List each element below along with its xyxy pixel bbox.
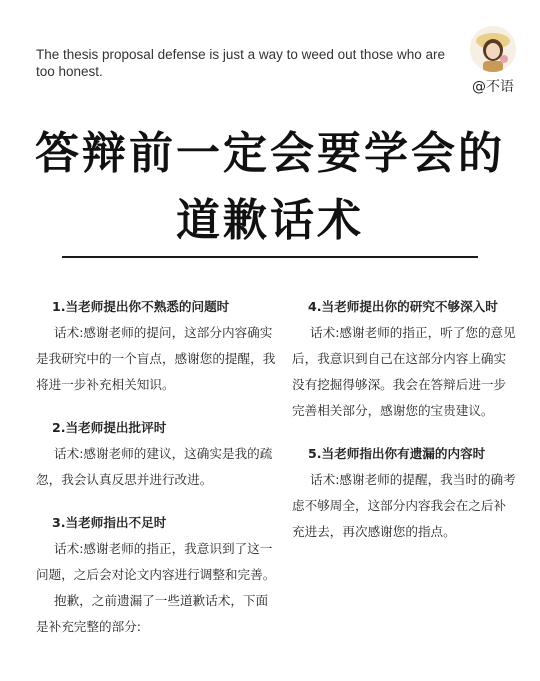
right-column (292, 294, 518, 545)
apology-note: 抱歉，之前遗漏了一些道歉话术，下面是补充完整的部分: (36, 593, 269, 634)
item-heading: 5.当老师指出你有遗漏的内容时 (308, 446, 486, 461)
avatar[interactable] (470, 26, 516, 72)
item-heading: 2.当老师提出批评时 (52, 420, 167, 435)
item-body: 话术:感谢老师的建议，这确实是我的疏忽，我会认真反思并进行改进。 (36, 446, 273, 487)
left-column (36, 294, 280, 640)
author-handle[interactable]: @不语 (472, 79, 514, 95)
item-heading: 1.当老师提出你不熟悉的问题时 (52, 299, 230, 314)
item-body: 话术:感谢老师的提问，这部分内容确实是我研究中的一个盲点，感谢您的提醒，我将进一步补充相关知识。 (36, 325, 276, 392)
page-title-line-2: 道歉话术 (176, 195, 364, 246)
item-heading: 4.当老师提出你的研究不够深入时 (308, 299, 498, 314)
item-body: 话术:感谢老师的指正，听了您的意见后，我意识到自己在这部分内容上确实没有挖掘得够深。我会在答辩后进一步完善相关部分，感谢您的宝贵建议。 (292, 325, 516, 418)
item-heading: 3.当老师指出不足时 (52, 515, 167, 530)
page-title-line-1: 答辩前一定会要学会的 (35, 128, 505, 179)
item-body: 话术:感谢老师的指正，我意识到了这一问题，之后会对论文内容进行调整和完善。 (36, 541, 276, 582)
title-divider (62, 256, 478, 258)
item-body: 话术:感谢老师的提醒，我当时的确考虑不够周全，这部分内容我会在之后补充进去，再次感谢您的指点。 (292, 472, 516, 539)
tagline: The thesis proposal defense is just a way to weed out those who are too honest. (36, 47, 445, 79)
